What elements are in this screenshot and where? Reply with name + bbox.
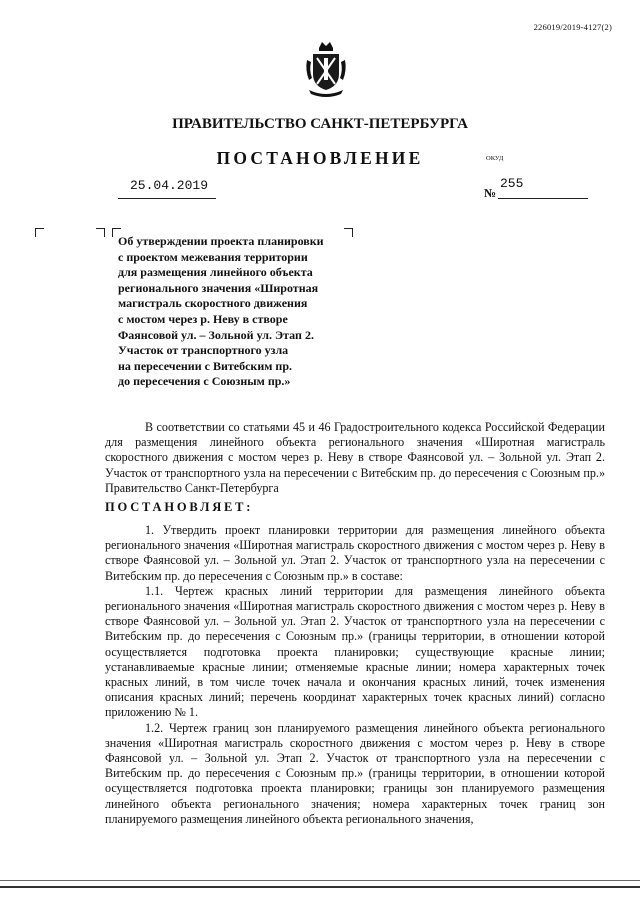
title-line: регионального значения «Широтная [118, 280, 319, 295]
item-1-2-paragraph: 1.2. Чертеж границ зон планируемого размещения линейного объекта регионального значения «Широтная магистраль скоростного движения с мостом через р. Неву в створе Фаянсовой ул. – Зольной ул. Этап 2. Участок от транспортного узла на пересечении с Витебским пр. до пересечения с Союзным пр.» (границы территории, в отношении которой осуществляется подготовка проекта планировки; границы зон планируемого размещения линейного объекта регионального значения; номера характерных точек границ зон планируемого размещения линейного объекта регионального значения, [105, 720, 605, 826]
okud-label: ОКУД [486, 155, 504, 162]
decree-number: 255 [500, 176, 524, 191]
item-1-paragraph: 1. Утвердить проект планировки территории для размещения линейного объекта регионального значения «Широтная магистраль скоростного движения с мостом через р. Неву в створе Фаянсовой ул. – Зольной ул. Этап 2. Участок от транспортного узла на пересечении с Витебским пр. до пересечения с Союзным пр.» в составе: [105, 523, 605, 583]
preamble-paragraph: В соответствии со статьями 45 и 46 Градостроительного кодекса Российской Федерации для размещения линейного объекта регионального значения «Широтная магистраль скоростного движения с мостом через р. Неву в створе Фаянсовой ул. – Зольной ул. Этап 2. Участок от транспортного узла на пересечении с Витебским пр. до пересечения с Союзным пр.» Правительство Санкт-Петербурга [105, 420, 605, 495]
coat-of-arms-emblem [303, 40, 349, 100]
item-1-1-paragraph: 1.1. Чертеж красных линий территории для размещения линейного объекта регионального значения «Широтная магистраль скоростного движения с мостом через р. Неву в створе Фаянсовой ул. – Зольной ул. Этап 2. Участок от транспортного узла на пересечении с Витебским пр. до пересечения с Союзным пр.» (границы территории, в отношении которой осуществляется подготовка проекта планировки; существующие красные линии; устанавливаемые красные линии; отменяемые красные линии; номера характерных точек красных линий, в том числе точек начала и окончания красных линий, точек изменения описания красных линий; перечень координат характерных точек красных линий) согласно приложению № 1. [105, 583, 605, 720]
title-line: Об утверждении проекта планировки [118, 234, 324, 248]
number-underline [498, 198, 588, 199]
title-line: с мостом через р. Неву в створе [118, 311, 288, 326]
title-line: магистраль скоростного движения [118, 296, 308, 311]
title-line: Участок от транспортного узла [118, 343, 289, 358]
decree-date: 25.04.2019 [130, 178, 209, 193]
decree-title: ПОСТАНОВЛЕНИЕ [216, 148, 424, 168]
title-line: для размещения линейного объекта [118, 265, 313, 280]
resolution-items [105, 523, 605, 827]
corner-mark-left [35, 228, 44, 237]
resolves-heading: ПОСТАНОВЛЯЕТ: [105, 500, 254, 514]
title-line: Фаянсовой ул. – Зольной ул. Этап 2. [118, 327, 314, 342]
government-title: ПРАВИТЕЛЬСТВО САНКТ-ПЕТЕРБУРГА [172, 116, 468, 132]
number-sign: № [484, 186, 497, 200]
bottom-rule [0, 880, 640, 888]
title-line: до пересечения с Союзным пр.» [118, 374, 291, 389]
document-number: 226019/2019-4127(2) [533, 22, 612, 32]
preamble-section [105, 420, 605, 496]
date-underline [118, 198, 216, 199]
corner-mark-inner-right [96, 228, 105, 237]
decree-subject-title [118, 234, 353, 390]
title-line: с проектом межевания территории [118, 249, 308, 264]
title-line: на пересечении с Витебским пр. [118, 358, 293, 373]
